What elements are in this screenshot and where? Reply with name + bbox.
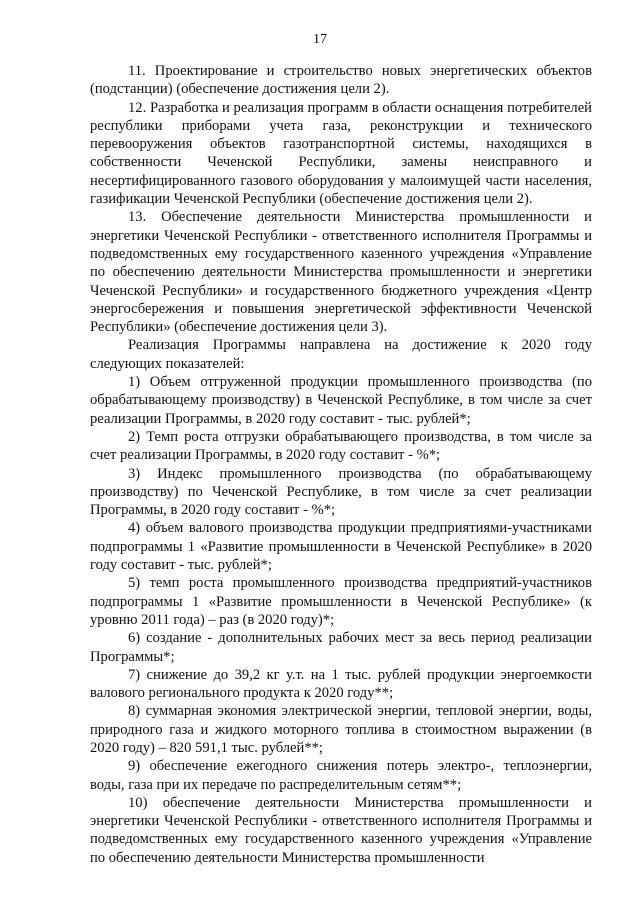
paragraph-item-11: 11. Проектирование и строительство новых энергетических объектов (подстанции) (обеспечение достижения цели 2). <box>90 63 592 98</box>
indicator-9: 9) обеспечение ежегодного снижения потерь электро-, теплоэнергии, воды, газа при их передаче по распределительным сетям**; <box>90 758 592 793</box>
indicator-2: 2) Темп роста отгрузки обрабатывающего производства, в том числе за счет реализации Программы, в 2020 году составит - %*; <box>90 428 592 464</box>
indicator-1: 1) Объем отгруженной продукции промышленного производства (по обрабатывающему производству) в Чеченской Республике, в том числе за счет реализации Программы, в 2020 году составит - тыс. рублей*; <box>90 374 592 427</box>
indicator-3: 3) Индекс промышленного производства (по обрабатывающему производству) по Чеченской Республике, в том числе за счет реализации Программы, в 2020 году составит - %*; <box>90 465 592 519</box>
indicator-7: 7) снижение до 39,2 кг у.т. на 1 тыс. рублей продукции энергоемкости валового регионального продукта к 2020 году**; <box>90 666 592 702</box>
indicator-6: 6) создание - дополнительных рабочих мест за весь период реализации Программы*; <box>90 630 592 665</box>
indicator-10: 10) обеспечение деятельности Министерства промышленности и энергетики Чеченской Республики - ответственного исполнителя Программы и подведомственных ему государственного казенного учреждения «Управление по обеспечению деятельности Министерства промышленности <box>90 794 592 866</box>
indicator-8: 8) суммарная экономия электрической энергии, тепловой энергии, воды, природного газа и жидкого моторного топлива в стоимостном выражении (в 2020 году) – 820 591,1 тыс. рублей**; <box>90 703 592 756</box>
indicator-4: 4) объем валового производства продукции предприятиями-участниками подпрограммы 1 «Развитие промышленности в Чеченской Республике» в 2020 году составит - тыс. рублей*; <box>90 520 592 574</box>
page-number: 17 <box>313 32 327 47</box>
paragraph-item-13: 13. Обеспечение деятельности Министерства промышленности и энергетики Чеченской Республики - ответственного исполнителя Программы и подведомственных ему государственного казенного учреждения «Управление по обеспечению деятельности Министерства промышленности и энергетики Чеченской Республики» и государственного бюджетного учреждения «Центр энергосбережения и повышения энергетической эффективности Чеченской Республики» (обеспечение достижения цели 3). <box>90 209 592 336</box>
paragraph-targets-intro: Реализация Программы направлена на достижение к 2020 году следующих показателей: <box>90 337 592 372</box>
document-body <box>90 62 592 867</box>
indicator-5: 5) темп роста промышленного производства предприятий-участников подпрограммы 1 «Развитие промышленности в Чеченской Республике» (к уровню 2011 года) – раз (в 2020 году)*; <box>90 575 592 628</box>
paragraph-item-12: 12. Разработка и реализация программ в области оснащения потребителей республики приборами учета газа, реконструкции и технического перевооружения объектов газотранспортной системы, находящихся в собственности Чеченской Республики, замены неисправного и несертифицированного газового оборудования у малоимущей части населения, газификации Чеченской Республики (обеспечение достижения цели 2). <box>90 99 592 208</box>
